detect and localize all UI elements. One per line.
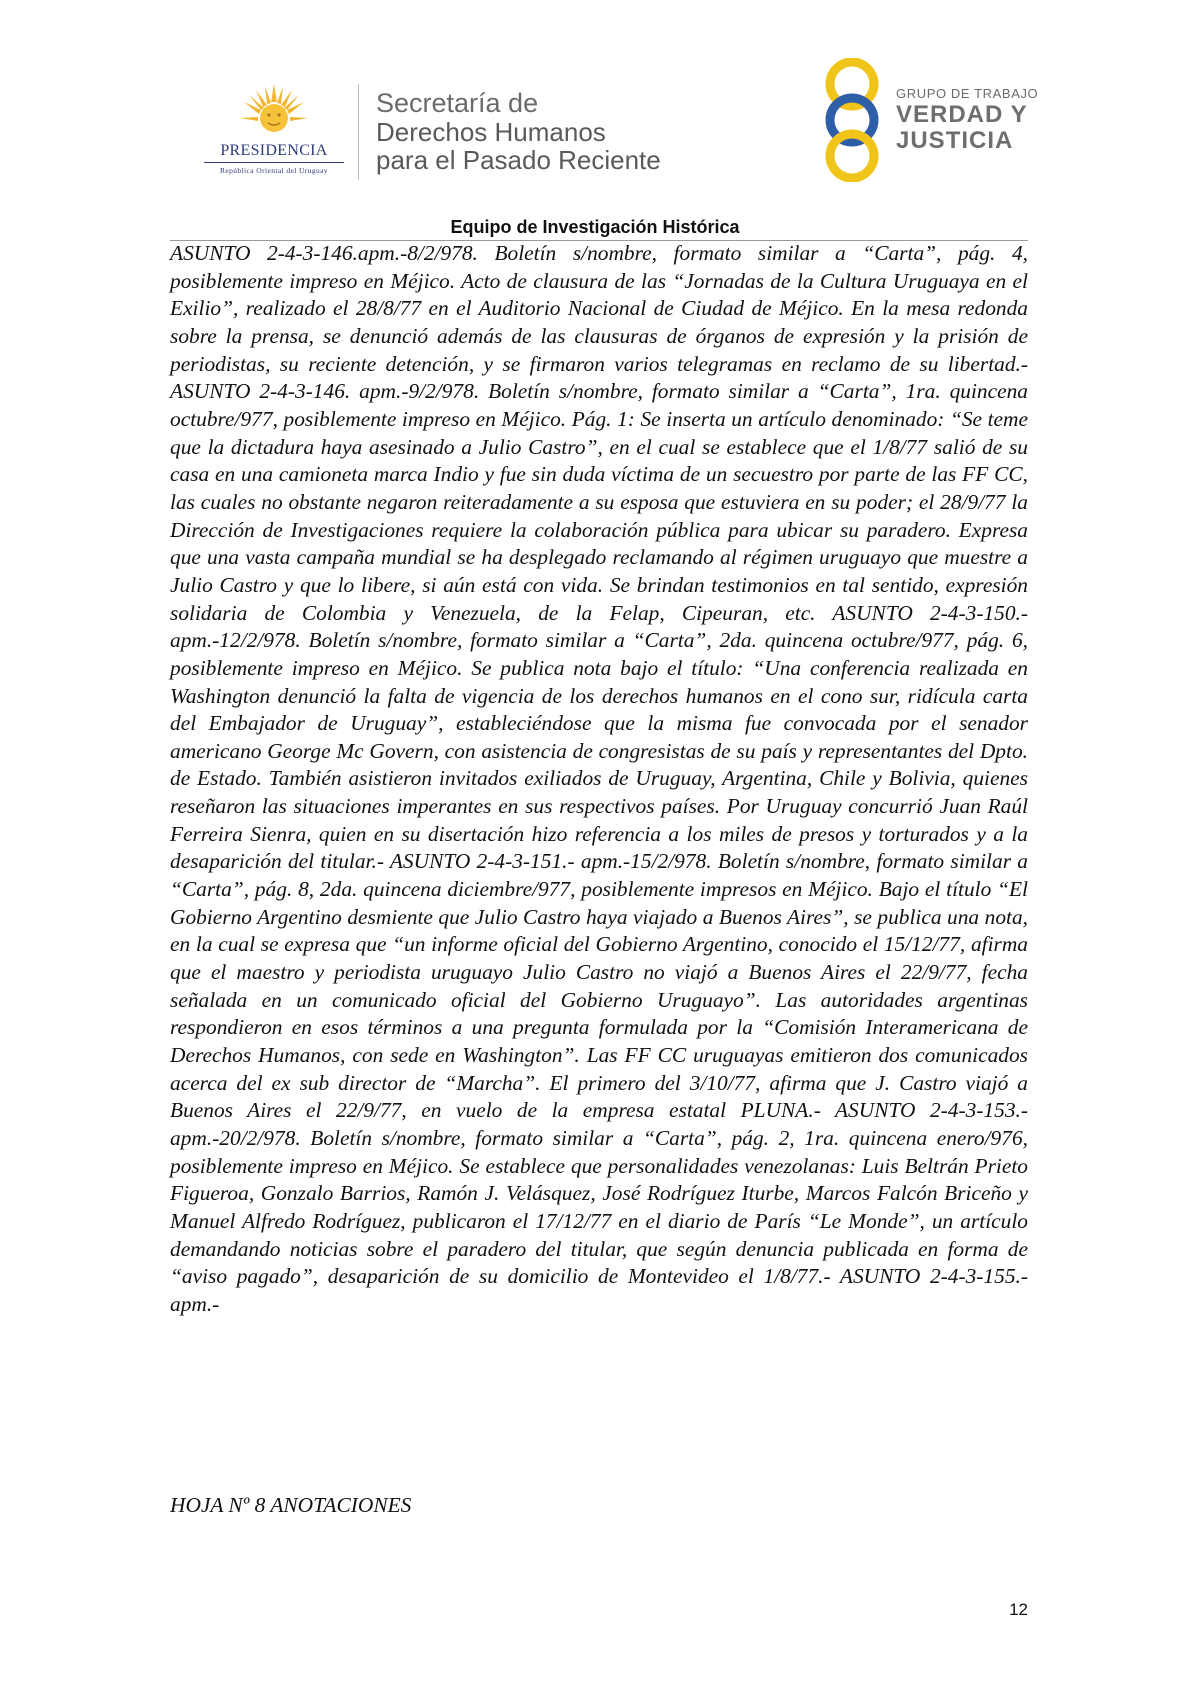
section-title: Equipo de Investigación Histórica [450, 217, 740, 237]
verdad-justicia-rings-icon [822, 58, 882, 182]
page-header [0, 0, 1190, 240]
secretaria-line-2: Derechos Humanos [376, 117, 606, 147]
presidencia-rule [204, 162, 344, 163]
presidencia-title: PRESIDENCIA [220, 142, 328, 159]
secretaria-line-3: para el Pasado Reciente [376, 145, 661, 175]
sun-emblem-icon [236, 82, 312, 142]
presidencia-logo [198, 82, 350, 182]
grupo-trabajo-line-2: VERDAD Y [896, 101, 1028, 128]
grupo-trabajo-line-1: GRUPO DE TRABAJO [896, 86, 1039, 101]
grupo-trabajo-text [896, 86, 1038, 154]
body-paragraph: ASUNTO 2-4-3-146.apm.-8/2/978. Boletín s/nombre, formato similar a “Carta”, pág. 4, posiblemente impreso en Méjico. Acto de clausura de las “Jornadas de la Cultura Uruguaya en el Exilio”, realizado el 28/8/77 en el Auditorio Nacional de Ciudad de Méjico. En la mesa redonda sobre la prensa, se denunció además de las clausuras de órganos de expresión y la prisión de periodistas, su reciente detención, y se firmaron varios telegramas en reclamo de su libertad.- ASUNTO 2-4-3-146. apm.-9/2/978. Boletín s/nombre, formato similar a “Carta”, 1ra. quincena octubre/977, posiblemente impreso en Méjico. Pág. 1: Se inserta un artículo denominado: “Se teme que la dictadura haya asesinado a Julio Castro”, en el cual se establece que el 1/8/77 salió de su casa en una camioneta marca Indio y fue sin duda víctima de un secuestro por parte de las FF CC, las cuales no obstante negaron reiteradamente a su esposa que estuviera en su poder; el 28/9/77 la Dirección de Investigaciones requiere la colaboración pública para ubicar su paradero. Expresa que una vasta campaña mundial se ha desplegado reclamando al régimen uruguayo que muestre a Julio Castro y que lo libere, si aún está con vida. Se brindan testimonios en tal sentido, expresión solidaria de Colombia y Venezuela, de la Felap, Cipeuran, etc. ASUNTO 2-4-3-150.- apm.-12/2/978. Boletín s/nombre, formato similar a “Carta”, 2da. quincena octubre/977, pág. 6, posiblemente impreso en Méjico. Se publica nota bajo el título: “Una conferencia realizada en Washington denunció la falta de vigencia de los derechos humanos en el cono sur, ridícula carta del Embajador de Uruguay”, estableciéndose que la misma fue convocada por el senador americano George Mc Govern, con asistencia de congresistas de su país y representantes del Dpto. de Estado. También asistieron invitados exiliados de Uruguay, Argentina, Chile y Bolivia, quienes reseñaron las situaciones imperantes en sus respectivos países. Por Uruguay concurrió Juan Raúl Ferreira Sienra, quien en su disertación hizo referencia a los miles de presos y torturados y a la desaparición del titular.- ASUNTO 2-4-3-151.- apm.-15/2/978. Boletín s/nombre, formato similar a “Carta”, pág. 8, 2da. quincena diciembre/977, posiblemente impresos en Méjico. Bajo el título “El Gobierno Argentino desmiente que Julio Castro haya viajado a Buenos Aires”, se publica una nota, en la cual se expresa que “un informe oficial del Gobierno Argentino, conocido el 15/12/77, afirma que el maestro y periodista uruguayo Julio Castro no viajó a Buenos Aires el 22/9/77, fecha señalada en un comunicado oficial del Gobierno Uruguayo”. Las autoridades argentinas respondieron en esos términos a una pregunta formulada por la “Comisión Interamericana de Derechos Humanos, con sede en Washington”. Las FF CC uruguayas emitieron dos comunicados acerca del ex sub director de “Marcha”. El primero del 3/10/77, afirma que J. Castro viajó a Buenos Aires el 22/9/77, en vuelo de la empresa estatal PLUNA.- ASUNTO 2-4-3-153.- apm.-20/2/978. Boletín s/nombre, formato similar a “Carta”, pág. 2, 1ra. quincena enero/976, posiblemente impreso en Méjico. Se establece que personalidades venezolanas: Luis Beltrán Prieto Figueroa, Gonzalo Barrios, Ramón J. Velásquez, José Rodríguez Iturbe, Marcos Falcón Briceño y Manuel Alfredo Rodríguez, publicaron el 17/12/77 en el diario de París “Le Monde”, un artículo demandando noticias sobre el paradero del titular, que según denuncia publicada en forma de “aviso pagado”, desaparición de su domicilio de Montevideo el 1/8/77.- ASUNTO 2-4-3-155.- apm.- [170, 241, 1028, 1316]
section-heading: HOJA Nº 8 ANOTACIONES [170, 1493, 412, 1517]
page-number: 12 [1009, 1600, 1028, 1619]
grupo-trabajo-line-3: JUSTICIA [896, 127, 1014, 154]
header-divider [358, 84, 359, 180]
secretaria-logo-text [376, 88, 661, 174]
secretaria-line-1: Secretaría de [376, 88, 539, 118]
presidencia-subtitle: República Oriental del Uruguay [219, 166, 328, 175]
